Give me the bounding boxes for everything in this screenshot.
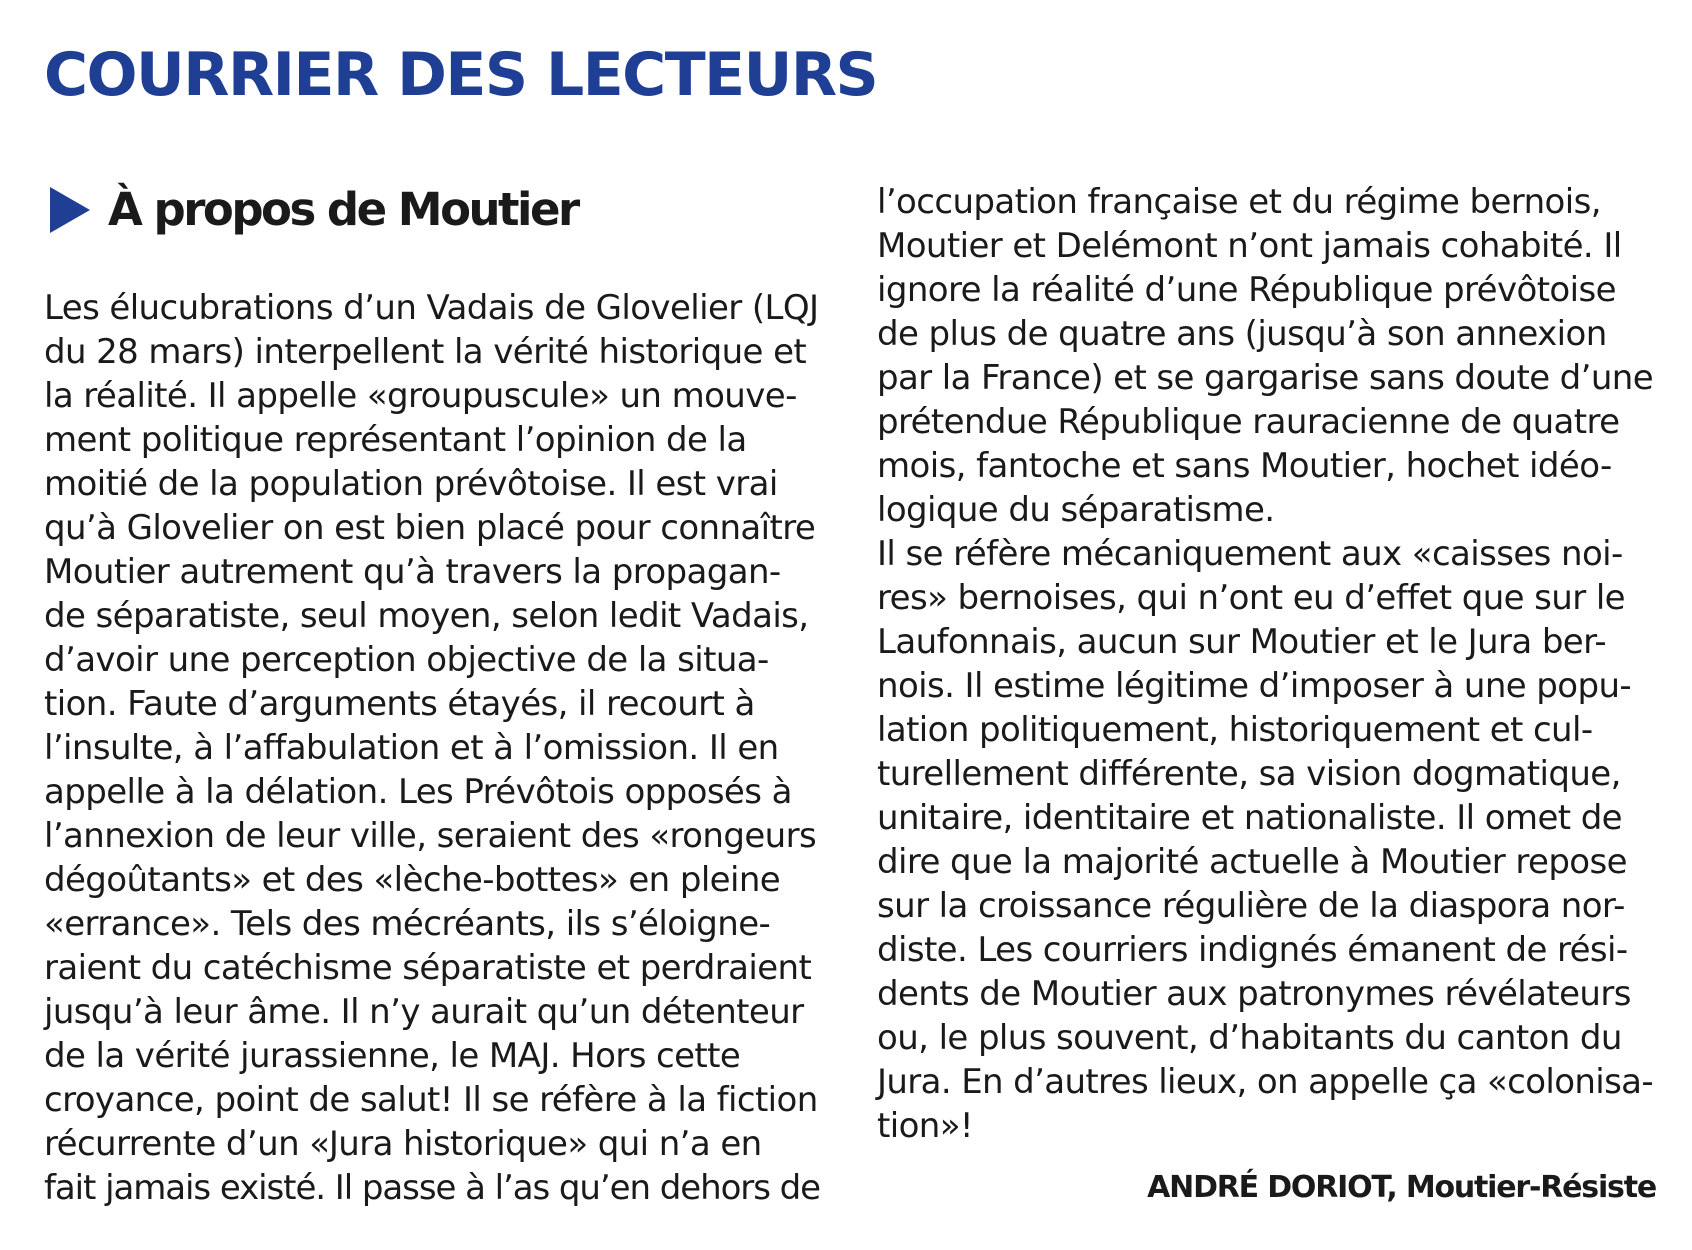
text-line: tion»! xyxy=(877,1106,973,1146)
text-line: de la vérité jurassienne, le MAJ. Hors cette xyxy=(44,1036,741,1076)
article-title: À propos de Moutier xyxy=(108,183,578,236)
text-line: unitaire, identitaire et nationaliste. Il omet de xyxy=(877,798,1622,838)
text-line: de séparatiste, seul moyen, selon ledit Vadais, xyxy=(44,596,809,636)
text-line: moitié de la population prévôtoise. Il est vrai xyxy=(44,464,778,504)
text-line: sur la croissance régulière de la diaspora nor- xyxy=(877,886,1625,926)
triangle-right-icon xyxy=(50,187,90,233)
text-line: ou, le plus souvent, d’habitants du canton du xyxy=(877,1018,1622,1058)
text-line: récurrente d’un «Jura historique» qui n’a en xyxy=(44,1124,762,1164)
text-line: tion. Faute d’arguments étayés, il recourt à xyxy=(44,684,755,724)
text-line: lation politiquement, historiquement et cul- xyxy=(877,710,1593,750)
text-line: diste. Les courriers indignés émanent de rési- xyxy=(877,930,1628,970)
text-line: de plus de quatre ans (jusqu’à son annexion xyxy=(877,314,1607,354)
article-body-right-column xyxy=(877,180,1653,1148)
text-line: turellement différente, sa vision dogmatique, xyxy=(877,754,1621,794)
text-line: «errance». Tels des mécréants, ils s’éloigne- xyxy=(44,904,771,944)
text-line: raient du catéchisme séparatiste et perdraient xyxy=(44,948,812,988)
text-line: dents de Moutier aux patronymes révélateurs xyxy=(877,974,1631,1014)
text-line: Il se réfère mécaniquement aux «caisses noi- xyxy=(877,534,1623,574)
text-line: Laufonnais, aucun sur Moutier et le Jura ber- xyxy=(877,622,1607,662)
text-line: du 28 mars) interpellent la vérité historique et xyxy=(44,332,807,372)
text-line: l’occupation française et du régime bernois, xyxy=(877,182,1601,222)
text-line: croyance, point de salut! Il se réfère à la fiction xyxy=(44,1080,818,1120)
text-line: d’avoir une perception objective de la situa- xyxy=(44,640,769,680)
text-line: dégoûtants» et des «lèche-bottes» en pleine xyxy=(44,860,781,900)
section-title: COURRIER DES LECTEURS xyxy=(44,40,878,110)
article-body-left-column xyxy=(44,286,820,1210)
text-line: Moutier et Delémont n’ont jamais cohabité. Il xyxy=(877,226,1622,266)
article-header xyxy=(50,180,578,240)
text-line: ignore la réalité d’une République prévôtoise xyxy=(877,270,1616,310)
text-line: Les élucubrations d’un Vadais de Glovelier (LQJ xyxy=(44,288,819,328)
text-line: nois. Il estime légitime d’imposer à une popu- xyxy=(877,666,1632,706)
text-line: jusqu’à leur âme. Il n’y aurait qu’un détenteur xyxy=(44,992,804,1032)
text-line: la réalité. Il appelle «groupuscule» un mouve- xyxy=(44,376,797,416)
article-signature: ANDRÉ DORIOT, Moutier-Résiste xyxy=(1147,1170,1656,1205)
text-line: qu’à Glovelier on est bien placé pour connaître xyxy=(44,508,816,548)
text-line: Jura. En d’autres lieux, on appelle ça «colonisa- xyxy=(877,1062,1653,1102)
text-line: res» bernoises, qui n’ont eu d’effet que sur le xyxy=(877,578,1625,618)
text-line: appelle à la délation. Les Prévôtois opposés à xyxy=(44,772,792,812)
text-line: par la France) et se gargarise sans doute d’une xyxy=(877,358,1653,398)
text-line: fait jamais existé. Il passe à l’as qu’en dehors de xyxy=(44,1168,820,1208)
text-line: ment politique représentant l’opinion de la xyxy=(44,420,747,460)
text-line: l’annexion de leur ville, seraient des «rongeurs xyxy=(44,816,817,856)
text-line: Moutier autrement qu’à travers la propagan- xyxy=(44,552,781,592)
text-line: prétendue République rauracienne de quatre xyxy=(877,402,1620,442)
text-line: mois, fantoche et sans Moutier, hochet idéo- xyxy=(877,446,1612,486)
text-line: dire que la majorité actuelle à Moutier repose xyxy=(877,842,1627,882)
text-line: logique du séparatisme. xyxy=(877,490,1275,530)
text-line: l’insulte, à l’affabulation et à l’omission. Il en xyxy=(44,728,779,768)
